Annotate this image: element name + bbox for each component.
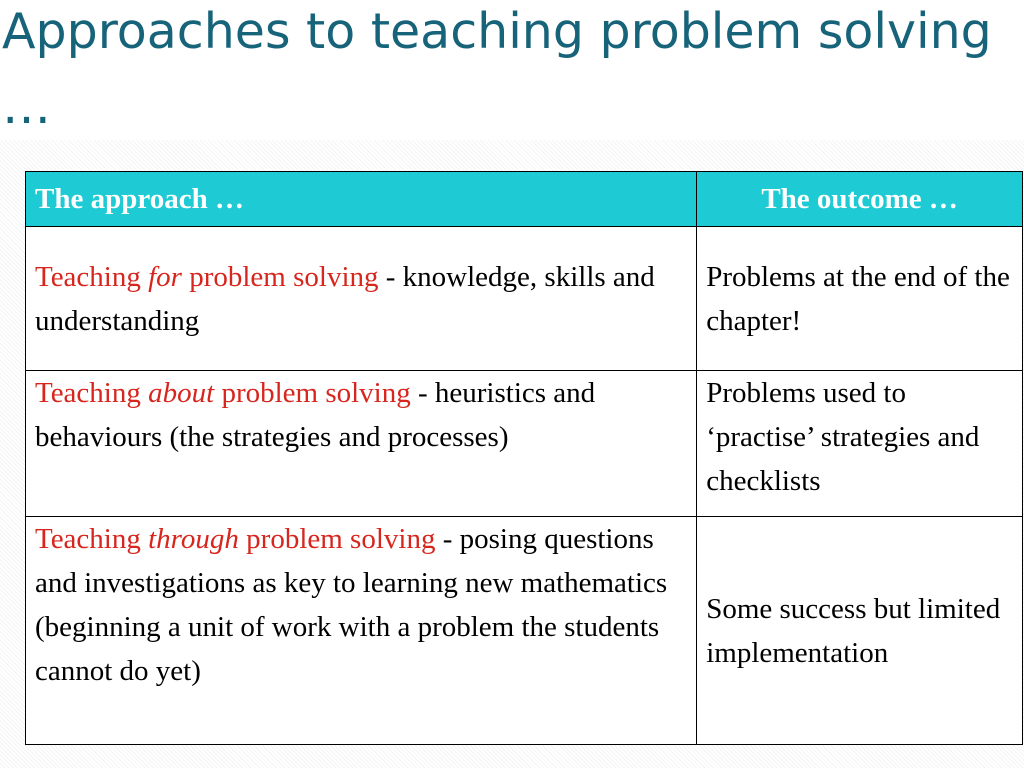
approach-description: - knowledge, skills and understanding — [35, 260, 655, 337]
approach-phrase: problem solving — [221, 377, 411, 409]
approach-phrase: problem solving — [189, 260, 379, 293]
table-row — [26, 227, 1023, 371]
outcome-column-header: The outcome … — [697, 172, 1023, 227]
approach-column-header: The approach … — [26, 172, 697, 227]
approach-description: - heuristics and behaviours (the strategies and processes) — [35, 377, 596, 453]
approach-teaching: Teaching — [35, 377, 141, 409]
approach-cell — [26, 517, 697, 745]
slide-title: Approaches to teaching problem solving … — [2, 3, 992, 135]
outcome-cell: Problems used to ‘practise’ strategies and checklists — [697, 371, 1023, 517]
outcome-cell: Some success but limited implementation — [697, 517, 1023, 745]
table-row — [26, 517, 1023, 745]
approach-keyword: through — [148, 523, 239, 555]
table-header-row — [26, 172, 1023, 227]
approach-keyword: about — [148, 377, 215, 409]
approach-cell — [26, 371, 697, 517]
outcome-cell: Problems at the end of the chapter! — [697, 227, 1023, 371]
approach-teaching: Teaching — [35, 260, 141, 293]
approaches-table — [25, 171, 1023, 745]
approach-keyword: for — [148, 260, 182, 293]
approach-teaching: Teaching — [35, 523, 141, 555]
approach-description: - posing questions and investigations as key to learning new mathematics (beginning a unit of work with a problem the students cannot do yet) — [35, 523, 668, 687]
approach-phrase: problem solving — [246, 523, 436, 555]
table-row — [26, 371, 1023, 517]
approach-cell — [26, 227, 697, 371]
